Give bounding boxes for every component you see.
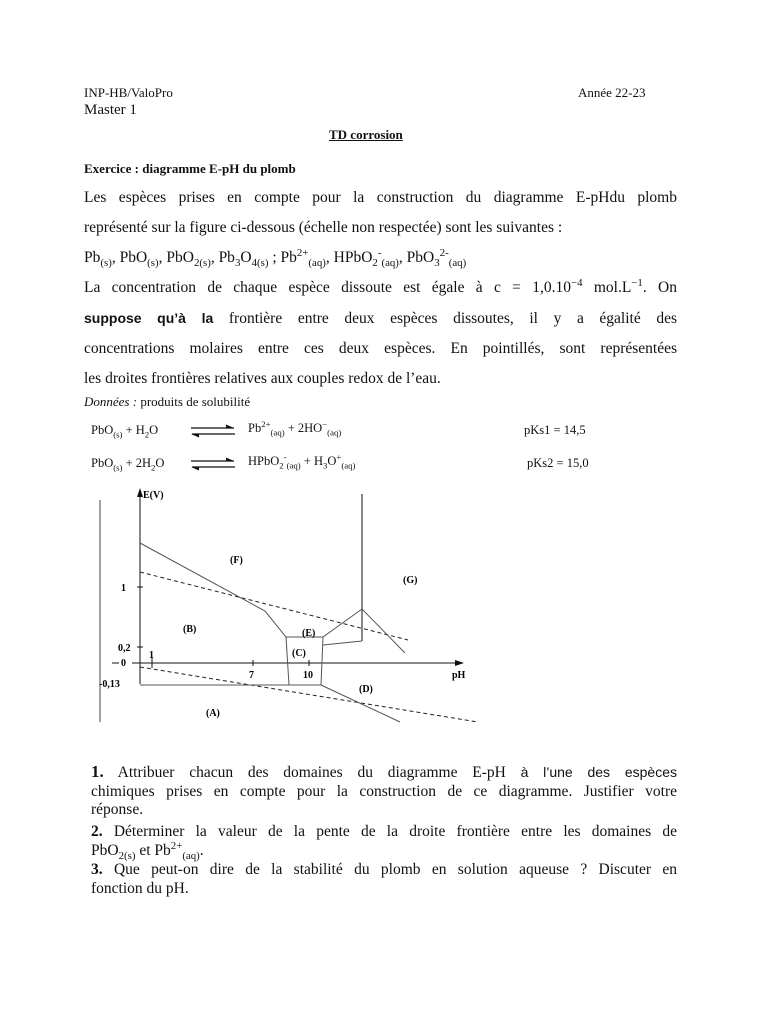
- academic-year: Année 22-23: [578, 85, 646, 100]
- x-axis-arrow-icon: [455, 660, 464, 666]
- frontier-upper: [140, 543, 405, 653]
- intro-line-1: Les espèces prises en compte pour la construction du diagramme E-pHdu plomb: [84, 189, 677, 206]
- question-3-line-2: fonction du pH.: [91, 879, 189, 897]
- domain-c: (C): [292, 648, 306, 659]
- intro-paragraph: [84, 183, 677, 394]
- question-1-line-2: chimiques prises en compte pour la construction de ce diagramme. Justifier votre: [91, 782, 677, 800]
- water-line: les droites frontières relatives aux couples redox de l’eau.: [84, 370, 441, 387]
- domain-a: (A): [206, 708, 220, 719]
- y-tick-1: 1: [121, 583, 126, 594]
- pks2: pKs2 = 15,0: [527, 456, 589, 470]
- species-list: $Pb_{(s)}$, PbO$_{(s)}$, PbO$_{2(s)}$, $Pb_3O_{4(s)}$ ; $Pb^{2+}_{(aq)}$, HPbO$_2$-$_{(aq)}$, PbO$_3^{2-}_{(aq)}$: [84, 246, 467, 270]
- domain-b: (B): [183, 624, 197, 635]
- frontier-e-bottom: [323, 641, 362, 645]
- equilibrium-arrow-icon: [190, 424, 236, 438]
- x-axis-label: pH: [452, 670, 466, 681]
- concentration-line: La concentration de chaque espèce dissoute est égale à $c = 1,0.10^{-4}$ $mol.L^{-1}$. On: [84, 276, 677, 296]
- water-oxidation-line: [140, 572, 408, 640]
- question-1: [91, 763, 677, 820]
- equation-2-left: $PbO_{(s)} + 2H_2O$: [91, 456, 165, 473]
- domain-d: (D): [359, 684, 373, 695]
- frontier-c-right: [321, 637, 323, 685]
- equilibrium-arrow-icon: [190, 457, 236, 471]
- x-tick-1: 1: [149, 650, 154, 661]
- question-1-line-1: 1. Attribuer chacun des domaines du diagramme E-pH à l’une des espèces: [91, 762, 677, 781]
- x-tick-7: 7: [249, 670, 254, 681]
- question-1-line-3: réponse.: [91, 801, 144, 818]
- y-tick-0: 0: [121, 658, 126, 669]
- question-3-line-1: 3. Que peut-on dire de la stabilité du plomb en solution aqueuse ? Discuter en: [91, 861, 677, 878]
- domain-f: (F): [230, 555, 243, 566]
- question-3: [91, 861, 677, 898]
- y-axis-label: E(V): [143, 490, 164, 501]
- e-ph-diagram: [85, 482, 485, 727]
- domain-g: (G): [403, 575, 418, 586]
- exercise-title: Exercice : diagramme E-pH du plomb: [84, 161, 296, 176]
- y-tick-neg-0-13: -0,13: [99, 679, 120, 690]
- y-tick-0-2: 0,2: [118, 643, 131, 654]
- equation-1-left: $PbO_{(s)} + H_2O$: [91, 423, 159, 440]
- equation-1-right: $Pb^{2+}_{(aq)} + 2HO^-_{(aq)}$: [248, 418, 342, 438]
- intro-line-2: représenté sur la figure ci-dessous (échelle non respectée) sont les suivantes :: [84, 219, 563, 236]
- pks1: pKs1 = 14,5: [524, 423, 586, 437]
- course-title: TD corrosion: [329, 127, 403, 142]
- frontier-c-left: [286, 637, 289, 685]
- question-2-line-1: 2. Déterminer la valeur de la pente de la droite frontière entre les domaines de: [91, 823, 677, 840]
- level: Master 1: [84, 102, 137, 118]
- question-2-line-2: PbO$_{2(s)}$ et $Pb^{2+}_{(aq)}$.: [91, 839, 204, 862]
- domain-e: (E): [302, 628, 316, 639]
- concentrations-line: concentrations molaires entre ces deux espèces. En pointillés, sont représentées: [84, 340, 677, 357]
- suppose-line: suppose qu’à la frontière entre deux espèces dissoutes, il y a égalité des: [84, 310, 677, 327]
- institution: INP-HB/ValoPro: [84, 85, 173, 100]
- data-heading: Données : produits de solubilité: [84, 394, 251, 409]
- equation-2-right: HPbO$_2$-$_{(aq)}$ + $H_3O^+_{(aq)}$: [248, 451, 356, 471]
- x-tick-10: 10: [303, 670, 313, 681]
- question-2: [91, 823, 677, 860]
